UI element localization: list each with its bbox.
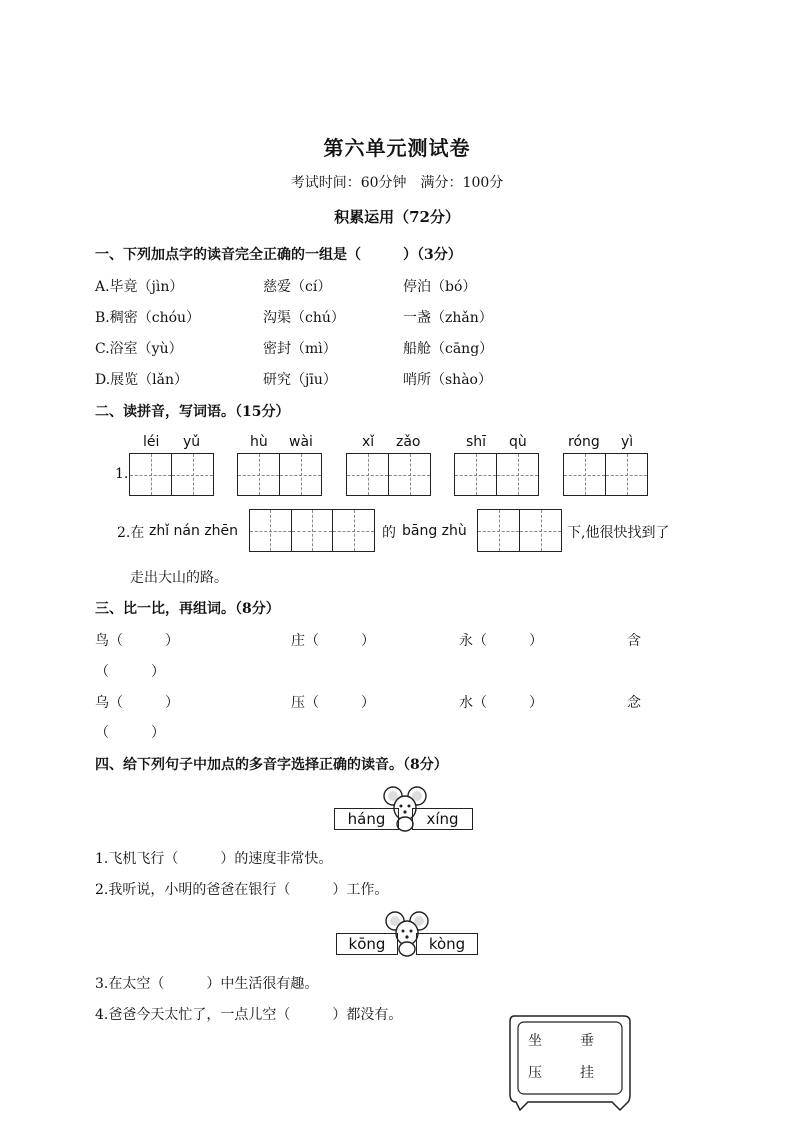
exam-info: 考试时间：60分钟 满分：100分 <box>290 175 504 191</box>
answer-grid-3[interactable] <box>346 453 431 496</box>
pinyin-2a: hù <box>250 434 268 450</box>
compare-item-cont: （ ） <box>95 725 165 741</box>
pinyin-option[interactable]: kòng <box>416 933 478 955</box>
pinyin-1a: léi <box>143 434 160 450</box>
pinyin-5b: yì <box>621 434 634 450</box>
pinyin-option[interactable]: háng <box>334 808 399 830</box>
answer-grid-6[interactable] <box>249 509 375 552</box>
compare-item: 庄（ ） <box>291 633 375 649</box>
answer-grid-5[interactable] <box>563 453 648 496</box>
pinyin-option[interactable]: kōng <box>336 933 398 955</box>
pinyin-4a: shī <box>466 434 487 450</box>
pinyin-option[interactable]: xíng <box>412 808 473 830</box>
q1-option-b-word2: 沟渠（chú） <box>263 310 345 326</box>
q1-option-a-word3: 停泊（bó） <box>403 279 477 295</box>
pinyin-3b: zǎo <box>396 434 421 450</box>
pinyin-5a: róng <box>568 434 600 450</box>
q1-option-c-word3: 船舱（cāng） <box>403 341 494 357</box>
question-2-prompt: 二、读拼音，写词语。（15分） <box>95 404 290 420</box>
pinyin-4b: qù <box>509 434 527 450</box>
pinyin-2b: wài <box>289 434 313 450</box>
q1-option-d-word2: 研究（jīu） <box>263 372 337 388</box>
q1-option-a: A.毕竟（jìn） <box>95 279 184 295</box>
q1-option-b: B.稠密（chóu） <box>95 310 201 326</box>
item-2-line2: 走出大山的路。 <box>130 570 228 586</box>
compare-item: 压（ ） <box>291 695 375 711</box>
item-2-mid: 的 <box>382 525 396 541</box>
answer-grid-2[interactable] <box>237 453 322 496</box>
compare-item: 念 <box>627 695 641 711</box>
compare-item-cont: （ ） <box>95 664 165 680</box>
board-word: 挂 <box>580 1065 594 1081</box>
item-2-pinyin-1: zhǐ nán zhēn <box>149 523 239 539</box>
item-2-tail: 下,他很快找到了 <box>567 525 670 541</box>
pinyin-3a: xǐ <box>362 434 375 450</box>
compare-item: 含 <box>627 633 641 649</box>
compare-item: 鸟（ ） <box>95 633 179 649</box>
answer-grid-7[interactable] <box>477 509 562 552</box>
sentence-2: 2.我听说，小明的爸爸在银行（ ）工作。 <box>95 882 389 898</box>
item-2-pinyin-2: bāng zhù <box>402 523 467 539</box>
q1-option-a-word2: 慈爱（cí） <box>263 279 332 295</box>
compare-item: 永（ ） <box>459 633 543 649</box>
board-word: 压 <box>528 1065 542 1081</box>
answer-grid-4[interactable] <box>454 453 539 496</box>
compare-item: 乌（ ） <box>95 695 179 711</box>
compare-item: 水（ ） <box>459 695 543 711</box>
question-3-prompt: 三、比一比，再组词。（8分） <box>95 601 280 617</box>
q1-option-d: D.展览（lǎn） <box>95 372 189 388</box>
section-heading: 积累运用（72分） <box>334 208 460 226</box>
item-2-lead: 2.在 <box>117 525 145 541</box>
question-4-prompt: 四、给下列句子中加点的多音字选择正确的读音。（8分） <box>95 757 448 773</box>
sentence-4: 4.爸爸今天太忙了，一点儿空（ ）都没有。 <box>95 1007 403 1023</box>
q1-option-d-word3: 哨所（shào） <box>403 372 492 388</box>
word-board-icon <box>506 1010 634 1114</box>
q1-option-b-word3: 一盏（zhǎn） <box>403 310 493 326</box>
item-1-label: 1. <box>115 466 129 482</box>
question-1-prompt: 一、下列加点字的读音完全正确的一组是（ ）（3分） <box>95 247 462 263</box>
answer-grid-1[interactable] <box>129 453 214 496</box>
board-word: 垂 <box>580 1033 594 1049</box>
q1-option-c: C.浴室（yù） <box>95 341 183 357</box>
pinyin-1b: yǔ <box>183 434 201 450</box>
sentence-1: 1.飞机飞行（ ）的速度非常快。 <box>95 851 333 867</box>
sentence-3: 3.在太空（ ）中生活很有趣。 <box>95 976 319 992</box>
board-word: 坐 <box>528 1033 542 1049</box>
page-title: 第六单元测试卷 <box>323 136 471 160</box>
q1-option-c-word2: 密封（mì） <box>263 341 337 357</box>
